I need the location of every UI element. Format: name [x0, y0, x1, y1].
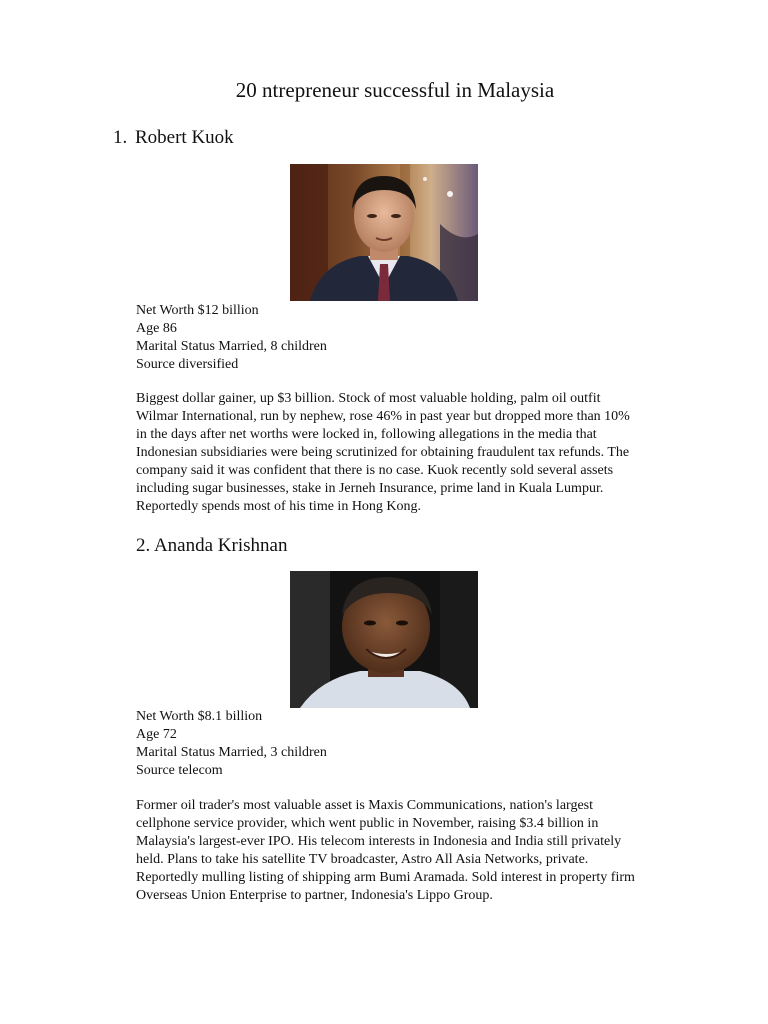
bio-paragraph: [136, 390, 696, 516]
bio-line: Indonesian subsidiaries were being scrutinized for obtaining fraudulent tax refunds. The: [136, 445, 630, 460]
entrepreneur-heading-1: [113, 126, 234, 150]
portrait-photo-ananda-krishnan: [290, 571, 478, 708]
bio-line: Reportedly mulling listing of shipping arm Bumi Aramada. Sold interest in property firm: [136, 870, 635, 885]
facts-block: [136, 708, 327, 780]
bio-line: Reportedly spends most of his time in Hong Kong.: [136, 499, 422, 514]
marital-status: Marital Status Married, 3 children: [136, 745, 327, 760]
bio-line: Malaysia's largest-ever IPO. His telecom interests in Indonesia and India still privately: [136, 834, 622, 849]
facts-block: [136, 302, 327, 374]
entrepreneur-name: Ananda Krishnan: [153, 535, 288, 556]
portrait-photo-robert-kuok: [290, 164, 478, 301]
wealth-source: Source diversified: [136, 357, 239, 372]
bio-line: Wilmar International, run by nephew, rose 46% in past year but dropped more than 10%: [136, 409, 630, 424]
entry-number: 1.: [113, 127, 128, 148]
document-title: 20 ntrepreneur successful in Malaysia: [235, 78, 555, 102]
bio-line: in the days after net worths were locked in, following allegations in the media that: [136, 427, 597, 442]
bio-line: Former oil trader's most valuable asset is Maxis Communications, nation's largest: [136, 798, 593, 813]
bio-line: Biggest dollar gainer, up $3 billion. Stock of most valuable holding, palm oil outfit: [136, 391, 601, 406]
net-worth: Net Worth $12 billion: [136, 303, 259, 318]
bio-line: held. Plans to take his satellite TV broadcaster, Astro All Asia Networks, private.: [136, 852, 589, 867]
entrepreneur-heading-2: [136, 534, 287, 558]
net-worth: Net Worth $8.1 billion: [136, 709, 263, 724]
bio-line: Overseas Union Enterprise to partner, Indonesia's Lippo Group.: [136, 888, 493, 903]
entry-number: 2.: [136, 535, 151, 556]
age: Age 72: [136, 727, 177, 742]
entrepreneur-name: Robert Kuok: [135, 127, 234, 148]
bio-line: cellphone service provider, which went public in November, raising $3.4 billion in: [136, 816, 599, 831]
marital-status: Marital Status Married, 8 children: [136, 339, 327, 354]
bio-line: company said it was confident that there is no case. Kuok recently sold several assets: [136, 463, 614, 478]
age: Age 86: [136, 321, 177, 336]
wealth-source: Source telecom: [136, 763, 223, 778]
bio-line: including sugar businesses, stake in Jerneh Insurance, prime land in Kuala Lumpur.: [136, 481, 604, 496]
bio-paragraph: [136, 797, 696, 905]
